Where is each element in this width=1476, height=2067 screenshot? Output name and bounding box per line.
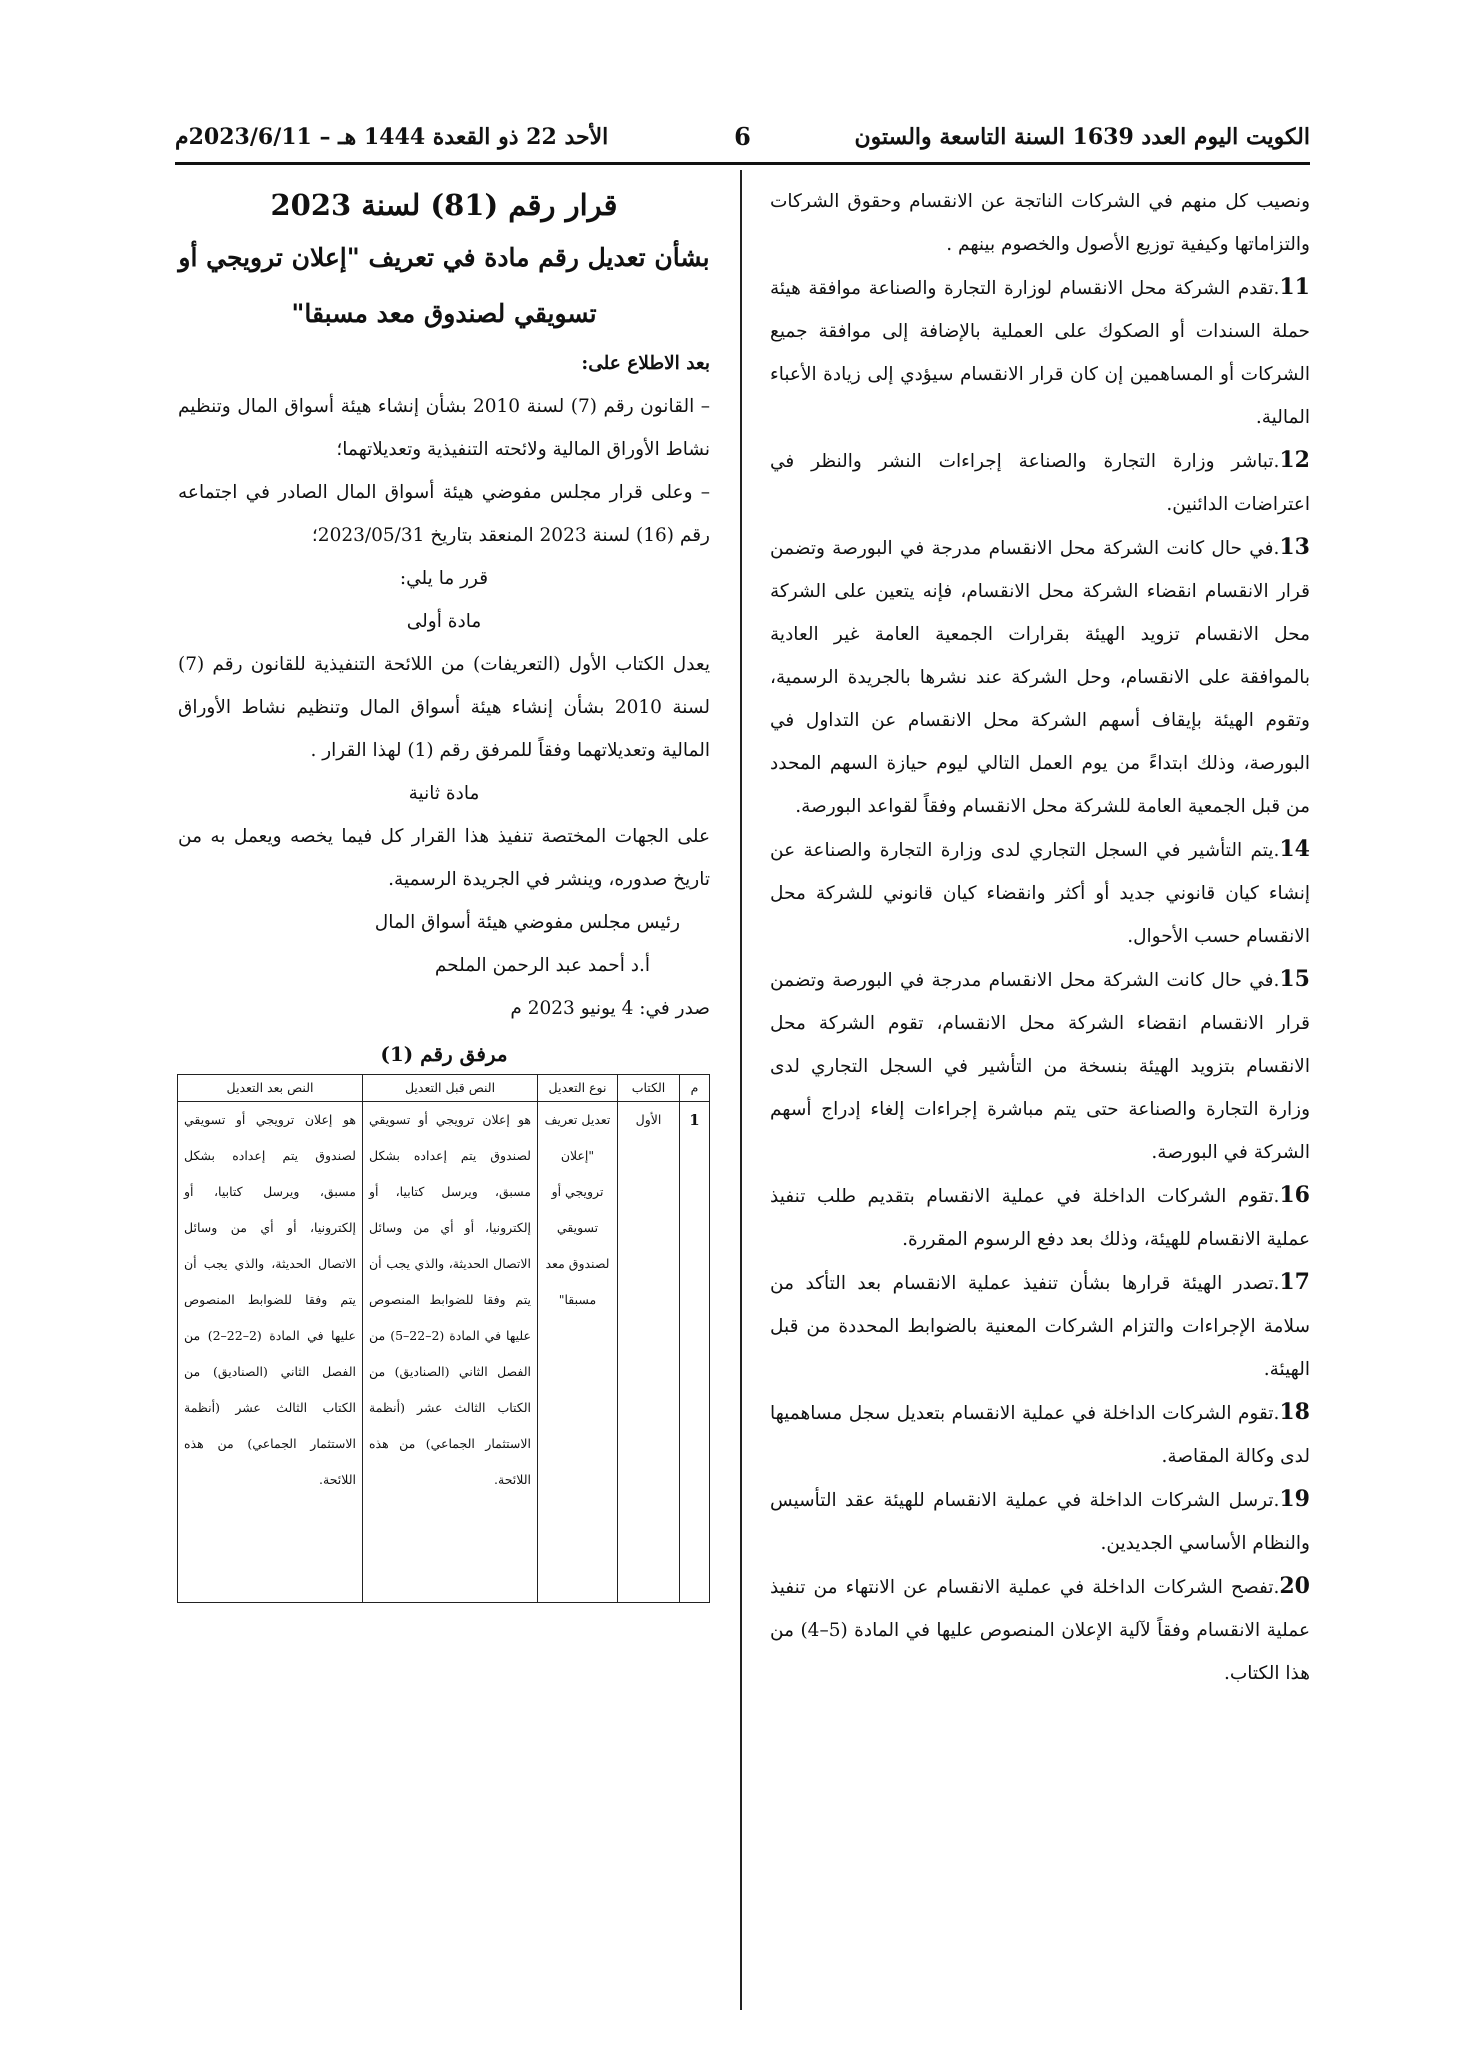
item-text: .في حال كانت الشركة محل الانقسام مدرجة في البورصة وتضمن قرار الانقسام انقضاء الشركة محل الانقسام، تقوم الشركة محل الانقسام بتزويد الهيئة بنسخة من التأشير في السجل التجاري لدى وزارة التجارة والصناعة حتى يتم مباشرة إجراءات إلغاء إدراج أسهم الشركة في البورصة. bbox=[770, 970, 1310, 1163]
issue-date: صدر في: 4 يونيو 2023 م bbox=[510, 998, 710, 1019]
row-number: 1 bbox=[680, 1102, 710, 1603]
header-issue-info: الكويت اليوم العدد 1639 السنة التاسعة والستون bbox=[854, 124, 1310, 150]
item-text: .تقوم الشركات الداخلة في عملية الانقسام بتعديل سجل مساهميها لدى وكالة المقاصة. bbox=[770, 1403, 1310, 1467]
annex-table bbox=[177, 1074, 710, 1603]
continued-paragraph: ونصيب كل منهم في الشركات الناتجة عن الانقسام وحقوق الشركات والتزاماتها وكيفية توزيع الأصول والخصوم بينهم . bbox=[770, 191, 1310, 255]
list-item bbox=[770, 1391, 1310, 1478]
table-row bbox=[178, 1102, 710, 1603]
table-header-row bbox=[178, 1075, 710, 1102]
list-item bbox=[770, 1174, 1310, 1261]
book-cell: الأول bbox=[618, 1102, 680, 1603]
signatory-name: أ.د أحمد عبد الرحمن الملحم bbox=[434, 955, 650, 976]
after-review-heading: بعد الاطلاع على: bbox=[581, 353, 710, 374]
item-text: .تصدر الهيئة قرارها بشأن تنفيذ عملية الانقسام بعد التأكد من سلامة الإجراءات والتزام الشركات المعنية بالضوابط المحددة من قبل الهيئة. bbox=[770, 1273, 1310, 1380]
article-2-title: مادة ثانية bbox=[408, 783, 480, 804]
item-number: 11 bbox=[1279, 274, 1310, 300]
item-text: .في حال كانت الشركة محل الانقسام مدرجة في البورصة وتضمن قرار الانقسام انقضاء الشركة محل الانقسام، فإنه يتعين على الشركة محل الانقسام تزويد الهيئة بقرارات الجمعية العامة غير العادية بالموافقة على الانقسام، وحل الشركة عند نشرها بالجريدة الرسمية، وتقوم الهيئة بإيقاف أسهم الشركة محل الانقسام عن التداول في البورصة، وذلك ابتداءً من يوم العمل التالي ليوم حيازة السهم المحدد من قبل الجمعية العامة للشركة محل الانقسام وفقاً لقواعد البورصة. bbox=[770, 538, 1310, 817]
column-header: الكتاب bbox=[618, 1075, 680, 1102]
decision-title: قرار رقم (81) لسنة 2023 bbox=[270, 188, 618, 222]
amendment-type-cell: تعديل تعريف "إعلان ترويجي أو تسويقي لصندوق معد مسبقا" bbox=[538, 1102, 618, 1603]
item-text: .تقدم الشركة محل الانقسام لوزارة التجارة والصناعة موافقة هيئة حملة السندات أو الصكوك على العملية بالإضافة إلى موافقة جميع الشركات أو المساهمين إن كان قرار الانقسام سيؤدي إلى زيادة الأعباء المالية. bbox=[770, 278, 1310, 428]
item-number: 16 bbox=[1279, 1182, 1310, 1208]
recital: – القانون رقم (7) لسنة 2010 بشأن إنشاء هيئة أسواق المال وتنظيم نشاط الأوراق المالية ولائحته التنفيذية وتعديلاتهما؛ bbox=[178, 396, 711, 460]
column-header: نوع التعديل bbox=[538, 1075, 618, 1102]
list-item bbox=[770, 526, 1310, 828]
column-divider bbox=[740, 170, 742, 2010]
decision-subtitle: بشأن تعديل رقم مادة في تعريف "إعلان ترويجي أو bbox=[178, 243, 710, 272]
right-column bbox=[770, 180, 1310, 1695]
list-item bbox=[770, 1565, 1310, 1695]
item-number: 19 bbox=[1279, 1486, 1310, 1512]
item-number: 14 bbox=[1279, 836, 1310, 862]
item-number: 20 bbox=[1279, 1573, 1310, 1599]
decision-subtitle: تسويقي لصندوق معد مسبقا" bbox=[291, 299, 597, 328]
text-before-cell: هو إعلان ترويجي أو تسويقي لصندوق يتم إعداده بشكل مسبق، ويرسل كتابيا، أو إلكترونيا، أو أي من وسائل الاتصال الحديثة، والذي يجب أن يتم وفقا للضوابط المنصوص عليها في المادة (2–22–5) من الفصل الثاني (الصناديق) من الكتاب الثالث عشر (أنظمة الاستثمار الجماعي) من هذه اللائحة. bbox=[363, 1102, 538, 1603]
text-after-cell: هو إعلان ترويجي أو تسويقي لصندوق يتم إعداده بشكل مسبق، ويرسل كتابيا، أو إلكترونيا، أو أي من وسائل الاتصال الحديثة، والذي يجب أن يتم وفقا للضوابط المنصوص عليها في المادة (2–22–2) من الفصل الثاني (الصناديق) من الكتاب الثالث عشر (أنظمة الاستثمار الجماعي) من هذه اللائحة. bbox=[178, 1102, 363, 1603]
decided-heading: قرر ما يلي: bbox=[399, 568, 489, 589]
left-column bbox=[178, 180, 710, 1603]
item-number: 12 bbox=[1279, 447, 1310, 473]
recital: – وعلى قرار مجلس مفوضي هيئة أسواق المال الصادر في اجتماعه رقم (16) لسنة 2023 المنعقد بتاريخ 2023/05/31؛ bbox=[178, 482, 710, 546]
list-item bbox=[770, 266, 1310, 439]
item-number: 18 bbox=[1279, 1399, 1310, 1425]
signatory-title: رئيس مجلس مفوضي هيئة أسواق المال bbox=[374, 912, 680, 933]
item-text: .تفصح الشركات الداخلة في عملية الانقسام عن الانتهاء من تنفيذ عملية الانقسام وفقاً لآلية الإعلان المنصوص عليها في المادة (5–4) من هذا الكتاب. bbox=[770, 1577, 1311, 1684]
column-header: النص بعد التعديل bbox=[178, 1075, 363, 1102]
header-divider bbox=[175, 162, 1310, 165]
list-item bbox=[770, 439, 1310, 526]
article-1-title: مادة أولى bbox=[406, 611, 482, 632]
list-item bbox=[770, 1261, 1310, 1391]
item-text: .ترسل الشركات الداخلة في عملية الانقسام للهيئة عقد التأسيس والنظام الأساسي الجديدين. bbox=[770, 1490, 1310, 1554]
page-header bbox=[175, 118, 1310, 160]
column-header: م bbox=[680, 1075, 710, 1102]
item-text: .تباشر وزارة التجارة والصناعة إجراءات النشر والنظر في اعتراضات الدائنين. bbox=[770, 451, 1310, 515]
page-number: 6 bbox=[734, 122, 751, 151]
column-header: النص قبل التعديل bbox=[363, 1075, 538, 1102]
header-date: الأحد 22 ذو القعدة 1444 هـ – 2023/6/11م bbox=[175, 124, 609, 150]
item-number: 13 bbox=[1279, 534, 1310, 560]
item-number: 15 bbox=[1279, 966, 1310, 992]
annex-title: مرفق رقم (1) bbox=[380, 1042, 508, 1066]
item-text: .تقوم الشركات الداخلة في عملية الانقسام بتقديم طلب تنفيذ عملية الانقسام للهيئة، وذلك بعد دفع الرسوم المقررة. bbox=[770, 1186, 1310, 1250]
list-item bbox=[770, 958, 1310, 1174]
article-2-text: على الجهات المختصة تنفيذ هذا القرار كل فيما يخصه ويعمل به من تاريخ صدوره، وينشر في الجريدة الرسمية. bbox=[178, 826, 710, 890]
item-number: 17 bbox=[1279, 1269, 1310, 1295]
item-text: .يتم التأشير في السجل التجاري لدى وزارة التجارة والصناعة عن إنشاء كيان قانوني جديد أو أكثر وانقضاء كيان قانوني للشركة محل الانقسام حسب الأحوال. bbox=[770, 840, 1310, 947]
article-1-text: يعدل الكتاب الأول (التعريفات) من اللائحة التنفيذية للقانون رقم (7) لسنة 2010 بشأن إنشاء هيئة أسواق المال وتنظيم نشاط الأوراق المالية وتعديلاتهما وفقاً للمرفق رقم (1) لهذا القرار . bbox=[178, 654, 710, 761]
list-item bbox=[770, 1478, 1310, 1565]
list-item bbox=[770, 828, 1310, 958]
